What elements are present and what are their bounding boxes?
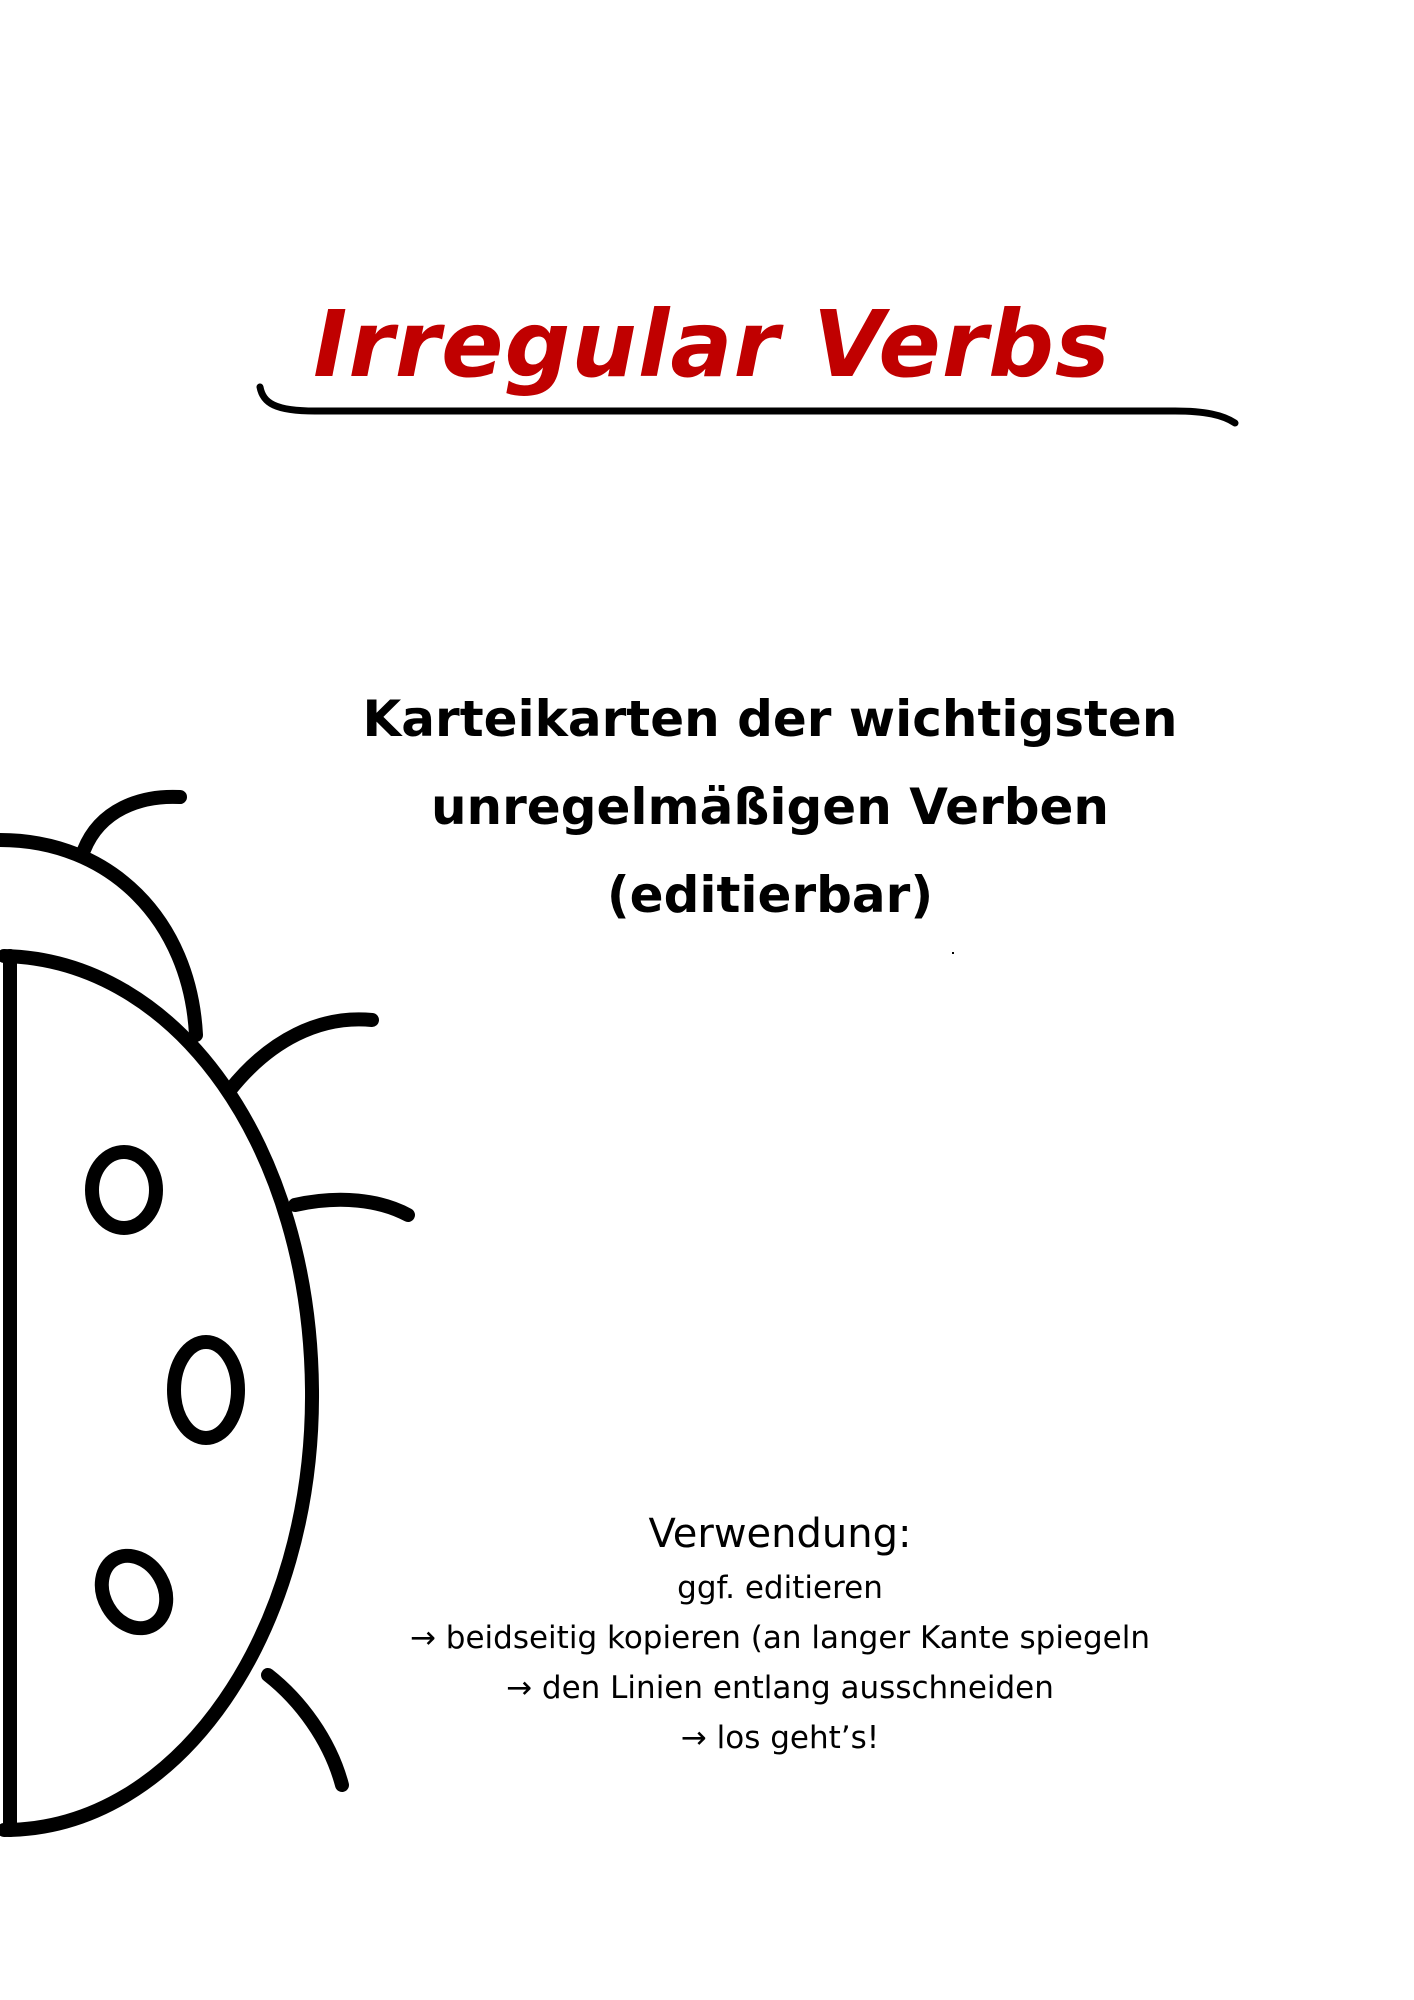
antenna xyxy=(84,797,180,850)
body-outline xyxy=(4,956,312,1830)
subtitle-line-2: unregelmäßigen Verben xyxy=(430,778,1110,836)
head-outline xyxy=(0,840,196,1035)
leg-top xyxy=(230,1019,372,1090)
stray-dot xyxy=(952,952,954,954)
subtitle-line-1: Karteikarten der wichtigsten xyxy=(362,690,1178,748)
ladybug-icon xyxy=(0,770,430,1880)
usage-heading: Verwendung: xyxy=(648,1511,912,1557)
leg-bottom xyxy=(268,1675,342,1785)
spot-2 xyxy=(174,1342,238,1438)
usage-step-2: → beidseitig kopieren (an langer Kante spiegeln xyxy=(409,1620,1151,1656)
usage-step-1: ggf. editieren xyxy=(677,1570,883,1606)
spot-1 xyxy=(92,1152,156,1228)
title-underline-swash xyxy=(255,375,1245,435)
usage-section xyxy=(380,1505,1180,1763)
usage-step-3: → den Linien entlang ausschneiden xyxy=(506,1670,1054,1706)
spot-3 xyxy=(89,1544,179,1640)
leg-middle xyxy=(295,1200,408,1215)
subtitle-line-3: (editierbar) xyxy=(606,866,934,924)
page-title: Irregular Verbs xyxy=(313,291,1111,398)
usage-step-4: → los geht’s! xyxy=(680,1720,880,1756)
subtitle xyxy=(330,675,1210,939)
